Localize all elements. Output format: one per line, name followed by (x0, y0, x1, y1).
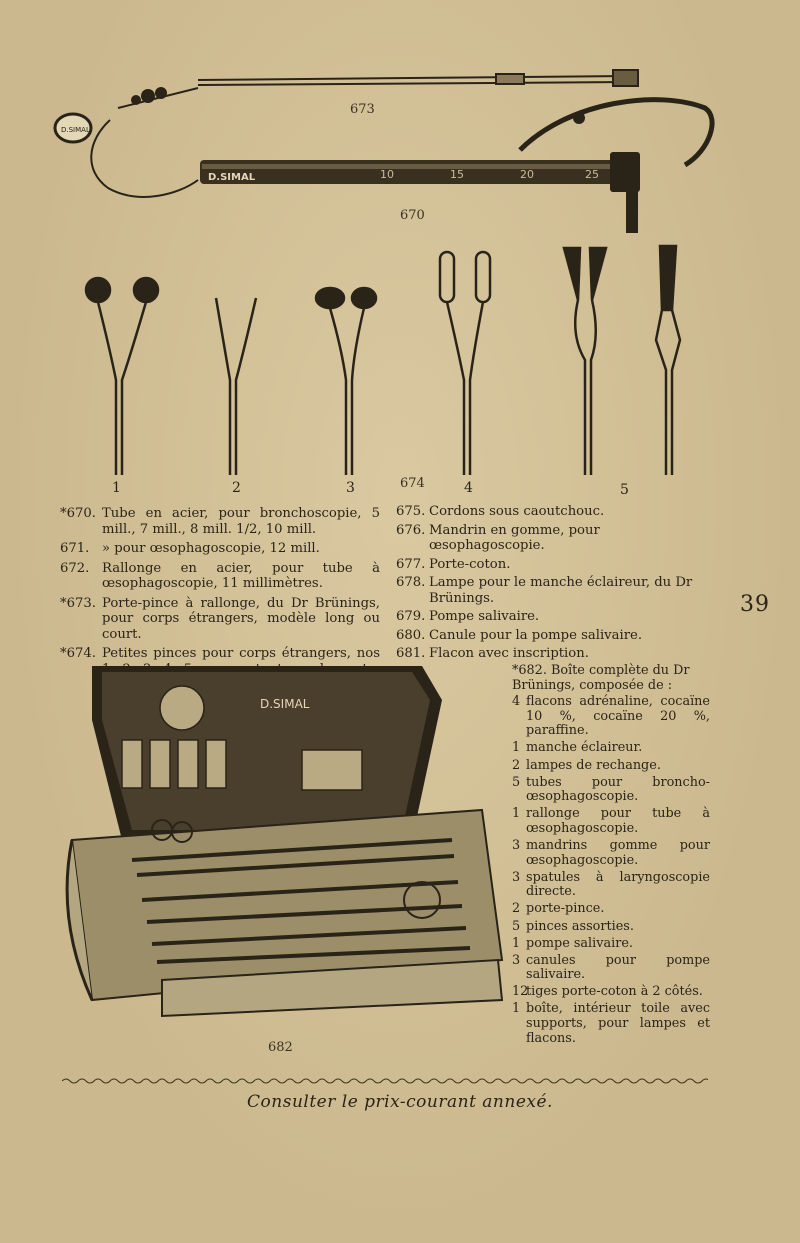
item-text: porte-pince. (526, 901, 605, 917)
item-quantity: 5 (512, 774, 521, 790)
tube-scale-20: 20 (520, 168, 534, 181)
list-item (512, 920, 710, 935)
list-item (512, 902, 710, 917)
entry-number: 681. (396, 646, 426, 661)
item-quantity: 2 (512, 901, 521, 917)
entry-text: » pour œsophagoscopie, 12 mill. (102, 541, 320, 556)
entry-text: Rallonge en acier, pour tube à œsophagoscopie, 11 millimètres. (102, 560, 380, 591)
entry-text: Tube en acier, pour bronchoscopie, 5 mill., 7 mill., 8 mill. 1/2, 10 mill. (102, 506, 380, 537)
figure-number-673: 673 (350, 102, 375, 117)
entry-number: 675. (396, 504, 426, 519)
entry-text: Porte-coton. (429, 556, 511, 572)
entry-670 (60, 506, 380, 537)
entry-677 (396, 557, 716, 573)
forceps-number-4: 4 (464, 480, 473, 496)
case-contents-heading: *682. Boîte complète du Dr Brünings, composée de : (512, 663, 690, 693)
item-text: spatules à laryngoscopie directe. (526, 869, 710, 900)
figure-number-682: 682 (268, 1040, 293, 1055)
item-quantity: 3 (512, 838, 521, 854)
illustration-instrument-case-682 (62, 660, 508, 1030)
item-quantity: 3 (512, 952, 521, 968)
list-item (512, 985, 710, 1000)
forceps-number-5: 5 (620, 482, 629, 498)
item-text: canules pour pompe salivaire. (526, 952, 710, 983)
list-item (512, 807, 710, 836)
forceps-number-1: 1 (112, 480, 121, 496)
item-text: mandrins gomme pour œsophagoscopie. (526, 838, 710, 868)
item-quantity: 5 (512, 918, 521, 934)
tube-scale-10: 10 (380, 168, 394, 181)
entry-text: Lampe pour le manche éclaireur, du Dr Brünings. (429, 575, 693, 606)
entry-text: Flacon avec inscription. (429, 646, 589, 661)
entry-675 (396, 504, 716, 520)
entry-number: 678. (396, 575, 426, 590)
tube-scale-25: 25 (585, 168, 599, 181)
figure-number-674: 674 (400, 476, 425, 491)
item-quantity: 1 (512, 806, 521, 822)
illustration-bronchoscopy-tube-670 (190, 90, 720, 240)
page-number: 39 (740, 592, 770, 617)
entry-number: *673. (60, 595, 96, 611)
case-contents-list (512, 664, 710, 1049)
item-quantity: 4 (512, 694, 521, 710)
item-text: rallonge pour tube à œsophagoscopie. (526, 806, 710, 836)
entry-text: Canule pour la pompe salivaire. (429, 627, 643, 643)
entry-text: Pompe salivaire. (429, 609, 540, 624)
list-item (512, 954, 710, 983)
entry-676 (396, 523, 716, 554)
item-quantity: 3 (512, 869, 521, 885)
footer-note: Consulter le prix-courant annexé. (247, 1092, 553, 1112)
item-text: lampes de rechange. (526, 757, 661, 773)
entry-text: Petites pinces pour corps étrangers, nos (102, 646, 380, 661)
illustration-forceps-set-674 (80, 240, 700, 480)
engraved-brand-682: D.SIMAL (260, 697, 310, 711)
item-text: flacons adrénaline, cocaïne 10 %, cocaïne 20 %, paraffine. (526, 694, 710, 739)
entry-number: 677. (396, 556, 426, 572)
list-item (512, 759, 710, 774)
entry-number: 671. (60, 541, 90, 556)
entry-number: 680. (396, 627, 426, 643)
forceps-number-2: 2 (232, 480, 241, 496)
tube-scale-15: 15 (450, 168, 464, 181)
list-item (512, 776, 710, 805)
entry-number: *674. (60, 646, 96, 661)
entry-678 (396, 575, 716, 606)
entry-number: *670. (60, 506, 96, 521)
list-item (512, 871, 710, 900)
item-quantity: 2 (512, 757, 521, 773)
item-quantity: 1 (512, 935, 521, 951)
item-text: manche éclaireur. (526, 740, 643, 756)
list-item (512, 839, 710, 868)
engraved-brand-673: D.SIMAL (61, 126, 90, 134)
list-item (512, 937, 710, 952)
engraved-brand-670: D.SIMAL (208, 172, 256, 183)
entry-673 (60, 596, 380, 643)
wavy-divider (62, 1076, 708, 1086)
item-quantity: 1 (512, 1001, 521, 1017)
entry-number: 672. (60, 560, 90, 576)
entry-text: Mandrin en gomme, pour œsophagoscopie. (429, 522, 600, 553)
list-item (512, 1002, 710, 1046)
list-item (512, 695, 710, 739)
entry-number: 676. (396, 522, 426, 538)
item-text: tiges porte-coton à 2 côtés. (526, 984, 703, 1000)
entry-679 (396, 609, 716, 625)
item-quantity: 1 (512, 740, 521, 756)
entry-672 (60, 561, 380, 592)
list-item (512, 741, 710, 756)
entry-671 (60, 541, 380, 557)
figure-number-670: 670 (400, 208, 425, 223)
entry-number: 679. (396, 609, 426, 624)
item-text: pompe salivaire. (526, 935, 633, 951)
item-text: tubes pour broncho-œsophagoscopie. (526, 774, 710, 805)
item-text: pinces assorties. (526, 918, 634, 934)
item-quantity: 12 (512, 984, 529, 1000)
entry-text: Cordons sous caoutchouc. (429, 504, 605, 519)
description-list-right (396, 504, 716, 665)
entry-680 (396, 628, 716, 644)
forceps-number-3: 3 (346, 480, 355, 496)
item-text: boîte, intérieur toile avec supports, pour lampes et flacons. (526, 1001, 710, 1046)
entry-text: Porte-pince à rallonge, du Dr Brünings, pour corps étrangers, modèle long ou court. (102, 595, 380, 642)
